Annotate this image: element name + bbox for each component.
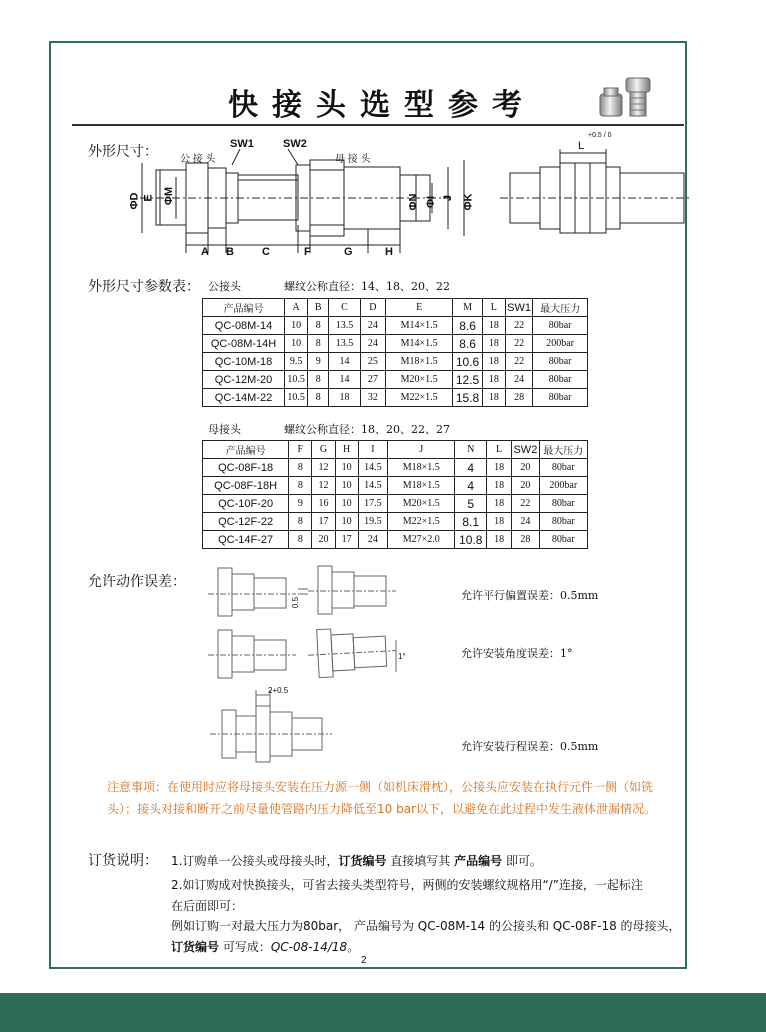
cell: 10.5	[285, 371, 308, 389]
cell: 16	[312, 495, 335, 513]
col-header: 产品编号	[203, 299, 285, 317]
cell: 18	[486, 459, 511, 477]
cell: 8.1	[455, 513, 487, 531]
cell: 200bar	[539, 477, 587, 495]
cell: M18×1.5	[386, 353, 453, 371]
col-header: 最大压力	[539, 441, 587, 459]
cell: 18	[482, 371, 505, 389]
cell: 25	[360, 353, 385, 371]
order-line-3: 在后面即可：	[171, 899, 244, 913]
cell: 80bar	[539, 459, 587, 477]
cell: QC-08F-18	[203, 459, 289, 477]
female-spec-table	[202, 440, 588, 549]
tolerance-drawing	[200, 560, 440, 765]
cell: 5	[455, 495, 487, 513]
title-rule	[72, 124, 684, 126]
male-spec-table	[202, 298, 588, 407]
cell: 20	[312, 531, 335, 549]
order-line-1a: 1.订购单一公接头或母接头时，	[171, 854, 339, 868]
cell: 10	[335, 513, 358, 531]
table-row	[203, 513, 588, 531]
cell: 24	[360, 335, 385, 353]
cell: M18×1.5	[388, 459, 455, 477]
cell: M20×1.5	[388, 495, 455, 513]
cell: QC-08M-14	[203, 317, 285, 335]
female-caption: 母接头	[208, 423, 241, 436]
dim-N: ΦN	[407, 193, 420, 211]
col-header: SW2	[512, 441, 539, 459]
cell: M20×1.5	[386, 371, 453, 389]
cell: 10.5	[285, 389, 308, 407]
tolerance-stroke: 允许安装行程误差：0.5mm	[461, 740, 599, 753]
cell: 8.6	[453, 317, 482, 335]
cell: 4	[455, 459, 487, 477]
col-header: L	[482, 299, 505, 317]
col-header: I	[358, 441, 387, 459]
cell: 80bar	[533, 353, 588, 371]
cell: QC-08M-14H	[203, 335, 285, 353]
cell: QC-12M-20	[203, 371, 285, 389]
cell: M22×1.5	[386, 389, 453, 407]
cell: 8.6	[453, 335, 482, 353]
col-header: M	[453, 299, 482, 317]
cell: 20	[512, 477, 539, 495]
caution-note: 注意事项：在使用时应将母接头安装在压力源一侧（如机床滑枕），公接头应安装在执行元件一侧（如铣头）；接头对接和断开之前尽量使管路内压力降低至10 bar以下，以避免在此过程中发生液体泄漏情况。	[107, 780, 656, 816]
cell: 10	[285, 317, 308, 335]
cell: 10	[335, 477, 358, 495]
dim-K: ΦK	[462, 193, 475, 211]
cell: QC-10M-18	[203, 353, 285, 371]
cell: 10	[335, 459, 358, 477]
dim-I: ΦI	[425, 195, 438, 209]
dim-J: J	[442, 194, 455, 202]
cell: 18	[486, 477, 511, 495]
col-header: G	[312, 441, 335, 459]
cell: 17	[312, 513, 335, 531]
male-caption: 公接头	[208, 280, 241, 293]
cell: 15.8	[453, 389, 482, 407]
order-line-1	[171, 852, 542, 869]
cell: 80bar	[539, 531, 587, 549]
cell: 14.5	[358, 477, 387, 495]
cell: 8	[289, 531, 312, 549]
col-header: L	[486, 441, 511, 459]
cell: 20	[512, 459, 539, 477]
table-row	[203, 371, 588, 389]
cell: M14×1.5	[386, 335, 453, 353]
cell: 22	[512, 495, 539, 513]
cell: 8	[308, 317, 329, 335]
page-title: 快接头选型参考	[228, 88, 536, 123]
cell: 27	[360, 371, 385, 389]
cell: 9	[289, 495, 312, 513]
col-header: F	[289, 441, 312, 459]
cell: 9	[308, 353, 329, 371]
cell: 4	[455, 477, 487, 495]
col-header: C	[329, 299, 361, 317]
cell: 80bar	[533, 389, 588, 407]
cell: 18	[482, 389, 505, 407]
cell: 22	[505, 353, 532, 371]
cell: 12	[312, 459, 335, 477]
cell: 9.5	[285, 353, 308, 371]
cell: 10.8	[455, 531, 487, 549]
cell: 18	[482, 335, 505, 353]
male-label: 公 接 头	[180, 154, 216, 165]
dim-A: A	[201, 246, 209, 258]
order-line-5a: 订货编号	[171, 940, 220, 954]
col-header: N	[455, 441, 487, 459]
outline-section-label: 外形尺寸：	[88, 144, 158, 160]
cell: 13.5	[329, 317, 361, 335]
cell: 10	[285, 335, 308, 353]
order-line-1e: 即可。	[502, 854, 542, 868]
col-header: A	[285, 299, 308, 317]
female-subcaption: 螺纹公称直径：18、20、22、27	[284, 423, 450, 436]
cell: 17.5	[358, 495, 387, 513]
cell: 18	[486, 531, 511, 549]
order-line-1c: 直接填写其	[386, 854, 455, 868]
col-header: D	[360, 299, 385, 317]
dim-C: C	[262, 246, 270, 258]
cell: QC-14M-22	[203, 389, 285, 407]
cell: 8	[289, 513, 312, 531]
cell: QC-10F-20	[203, 495, 289, 513]
cell: 12	[312, 477, 335, 495]
cell: 80bar	[533, 317, 588, 335]
order-section-label: 订货说明：	[88, 853, 158, 869]
order-line-5c: QC-08-14/18	[270, 940, 348, 954]
cell: 8	[308, 389, 329, 407]
order-line-5b: 可写成：	[219, 940, 271, 954]
dim-L-tol: +0.5 / 0	[588, 132, 612, 139]
dim-E: E	[142, 194, 155, 202]
cell: M27×2.0	[388, 531, 455, 549]
cell: 13.5	[329, 335, 361, 353]
cell: 14	[329, 371, 361, 389]
order-line-5d: 。	[347, 940, 360, 954]
cell: M14×1.5	[386, 317, 453, 335]
page-number: 2	[361, 955, 367, 966]
cell: 17	[335, 531, 358, 549]
cell: 24	[360, 317, 385, 335]
col-header: SW1	[505, 299, 532, 317]
cell: 10.6	[453, 353, 482, 371]
cell: 80bar	[539, 495, 587, 513]
cell: 18	[482, 317, 505, 335]
male-subcaption: 螺纹公称直径：14、18、20、22	[284, 280, 450, 293]
cell: 80bar	[539, 513, 587, 531]
sw1-label: SW1	[230, 138, 254, 150]
dim-L: L	[578, 140, 585, 152]
cell: 28	[512, 531, 539, 549]
order-line-4: 例如订购一对最大压力为80bar， 产品编号为 QC-08M-14 的公接头和 QC-08F-18 的母接头，	[171, 919, 681, 933]
dim-D: ΦD	[128, 192, 141, 210]
table-row	[203, 531, 588, 549]
cell: M18×1.5	[388, 477, 455, 495]
cell: 14.5	[358, 459, 387, 477]
col-header: B	[308, 299, 329, 317]
cell: 8	[308, 371, 329, 389]
cell: 200bar	[533, 335, 588, 353]
tol-dim-2: 2+0.5	[268, 686, 289, 695]
footer-bar	[0, 993, 766, 1032]
cell: 24	[358, 531, 387, 549]
cell: 22	[505, 335, 532, 353]
cell: 24	[505, 371, 532, 389]
table-row	[203, 477, 588, 495]
table-row	[203, 495, 588, 513]
dim-B: B	[226, 246, 234, 258]
female-label: 母 接 头	[335, 154, 371, 165]
cell: 24	[512, 513, 539, 531]
tolerance-parallel: 允许平行偏置误差：0.5mm	[461, 589, 599, 602]
tol-dim-05: 0.5	[291, 596, 301, 609]
product-photo	[596, 72, 658, 122]
table-row	[203, 459, 588, 477]
dim-F: F	[304, 246, 311, 258]
order-line-1b: 订货编号	[338, 854, 387, 868]
col-header: E	[386, 299, 453, 317]
female-header-row	[203, 441, 588, 459]
tol-dim-1: 1°	[398, 652, 406, 661]
params-section-label: 外形尺寸参数表：	[88, 279, 200, 295]
cell: 18	[486, 495, 511, 513]
col-header: 最大压力	[533, 299, 588, 317]
cell: 19.5	[358, 513, 387, 531]
tolerance-angle: 允许安装角度误差：1°	[461, 647, 573, 660]
cell: 32	[360, 389, 385, 407]
table-row	[203, 389, 588, 407]
dim-G: G	[344, 246, 353, 258]
cell: 14	[329, 353, 361, 371]
cell: 18	[329, 389, 361, 407]
cell: M22×1.5	[388, 513, 455, 531]
dim-M: ΦM	[163, 186, 176, 206]
table-row	[203, 335, 588, 353]
order-line-5	[171, 938, 359, 955]
cell: 80bar	[533, 371, 588, 389]
cell: 18	[482, 353, 505, 371]
order-line-1d: 产品编号	[454, 854, 503, 868]
table-row	[203, 353, 588, 371]
sw2-label: SW2	[283, 138, 307, 150]
male-header-row	[203, 299, 588, 317]
cell: 10	[335, 495, 358, 513]
cell: 8	[308, 335, 329, 353]
col-header: 产品编号	[203, 441, 289, 459]
tolerance-section-label: 允许动作误差：	[88, 574, 186, 590]
col-header: J	[388, 441, 455, 459]
cell: QC-08F-18H	[203, 477, 289, 495]
cell: 22	[505, 317, 532, 335]
order-line-2: 2.如订购成对快换接头，可省去接头类型符号，两侧的安装螺纹规格用“/”连接，一起标注	[171, 878, 643, 892]
cell: 8	[289, 477, 312, 495]
table-row	[203, 317, 588, 335]
cell: 28	[505, 389, 532, 407]
dim-H: H	[385, 246, 393, 258]
cell: 8	[289, 459, 312, 477]
cell: QC-14F-27	[203, 531, 289, 549]
cell: 12.5	[453, 371, 482, 389]
cell: 18	[486, 513, 511, 531]
cell: QC-12F-22	[203, 513, 289, 531]
col-header: H	[335, 441, 358, 459]
